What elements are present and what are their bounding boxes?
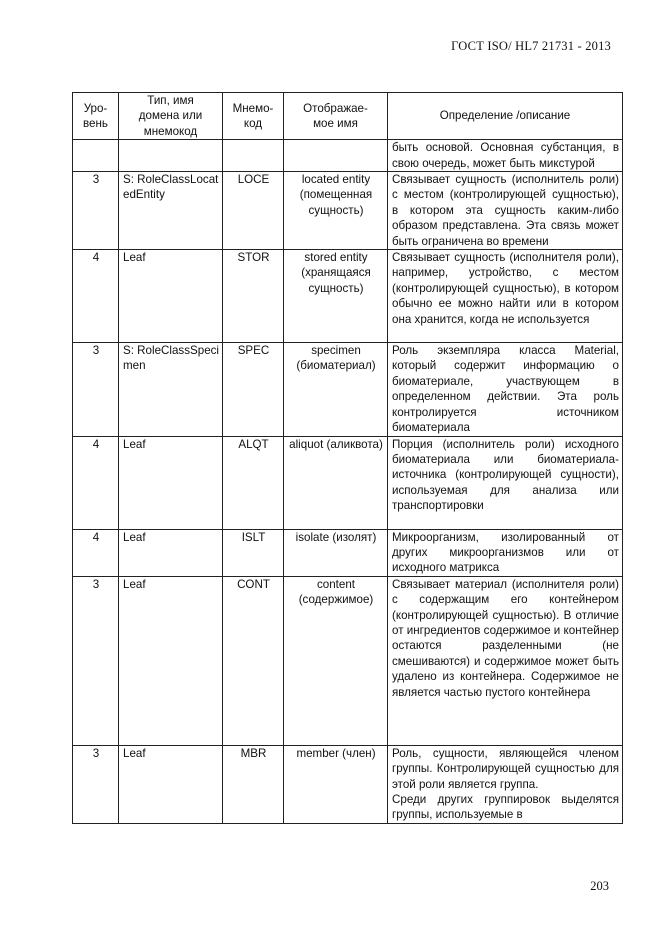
definition-cell: Связывает сущность (исполнитель роли) с местом (контролирующей сущностью), в котором эта сущность каким-либо образом представлена. Эта связь может быть ограничена во времени — [388, 172, 623, 250]
code-cell: ISLT — [223, 529, 284, 576]
table-row — [73, 250, 623, 343]
display-name-cell: stored entity (хранящаяся сущность) — [284, 250, 388, 343]
type-cell: Leaf — [119, 745, 223, 823]
display-name-cell: aliquot (аликвота) — [284, 436, 388, 529]
definition-cell: Связывает сущность (исполнителя роли), например, устройство, с местом (контролирующей сущностью), в котором обычно ее можно найти или в котором она хранится, когда не используется — [388, 250, 623, 343]
display-name-cell: member (член) — [284, 745, 388, 823]
col-header-display: Отображае- мое имя — [284, 93, 388, 140]
definition-cell: Микроорганизм, изолированный от других микроорганизмов или от исходного матрикса — [388, 529, 623, 576]
col-header-type: Тип, имя домена или мнемокод — [119, 93, 223, 140]
definition-cell: Роль, сущности, являющейся членом группы. Контролирующей сущностью для этой роли является группа. Среди других группировок выделятся группы, используемые в — [388, 745, 623, 823]
type-cell: Leaf — [119, 529, 223, 576]
level-cell: 3 — [73, 745, 119, 823]
level-cell: 3 — [73, 576, 119, 745]
level-cell: 3 — [73, 343, 119, 436]
code-cell: ALQT — [223, 436, 284, 529]
table-row — [73, 745, 623, 823]
document-code: ГОСТ ISO/ HL7 21731 - 2013 — [451, 39, 611, 53]
display-name-cell: located entity (помещенная сущность) — [284, 172, 388, 250]
code-cell: CONT — [223, 576, 284, 745]
table-row — [73, 172, 623, 250]
type-cell: Leaf — [119, 576, 223, 745]
type-cell: S: RoleClassSpecimen — [119, 343, 223, 436]
definition-cell: Порция (исполнитель роли) исходного биоматериала или биоматериала-источника (контролирующей сущности), используемая для анализа или транспортировки — [388, 436, 623, 529]
definition-cell: Связывает материал (исполнителя роли) с содержащим его контейнером (контролирующей сущностью). В отличие от ингредиентов содержимое и контейнер остаются разделенными (не смешиваются) и содержимое может быть удалено из контейнера. Содержимое не является частью пустого контейнера — [388, 576, 623, 745]
display-name-cell: specimen (биоматериал) — [284, 343, 388, 436]
code-cell: STOR — [223, 250, 284, 343]
col-header-definition: Определение /описание — [388, 93, 623, 140]
level-cell: 3 — [73, 172, 119, 250]
terminology-table — [72, 92, 623, 824]
col-header-code: Мнемо- код — [223, 93, 284, 140]
page-number: 203 — [590, 879, 609, 893]
table-row — [73, 576, 623, 745]
col-header-level: Уро- вень — [73, 93, 119, 140]
display-name-cell: isolate (изолят) — [284, 529, 388, 576]
table-row — [73, 529, 623, 576]
table-row — [73, 343, 623, 436]
type-cell: Leaf — [119, 436, 223, 529]
table-header-row — [73, 93, 623, 140]
code-cell: SPEC — [223, 343, 284, 436]
table-row — [73, 436, 623, 529]
table-row-continuation — [73, 140, 623, 172]
display-name-cell: content (содержимое) — [284, 576, 388, 745]
level-cell: 4 — [73, 250, 119, 343]
level-cell: 4 — [73, 436, 119, 529]
type-cell: S: RoleClassLocatedEntity — [119, 172, 223, 250]
definition-cell: Роль экземпляра класса Material, который содержит информацию о биоматериале, участвующем в определенном действии. Эта роль контролируется источником биоматериала — [388, 343, 623, 436]
level-cell: 4 — [73, 529, 119, 576]
type-cell: Leaf — [119, 250, 223, 343]
code-cell: MBR — [223, 745, 284, 823]
definition-cell: быть основой. Основная субстанция, в свою очередь, может быть микстурой — [388, 140, 623, 172]
code-cell: LOCE — [223, 172, 284, 250]
